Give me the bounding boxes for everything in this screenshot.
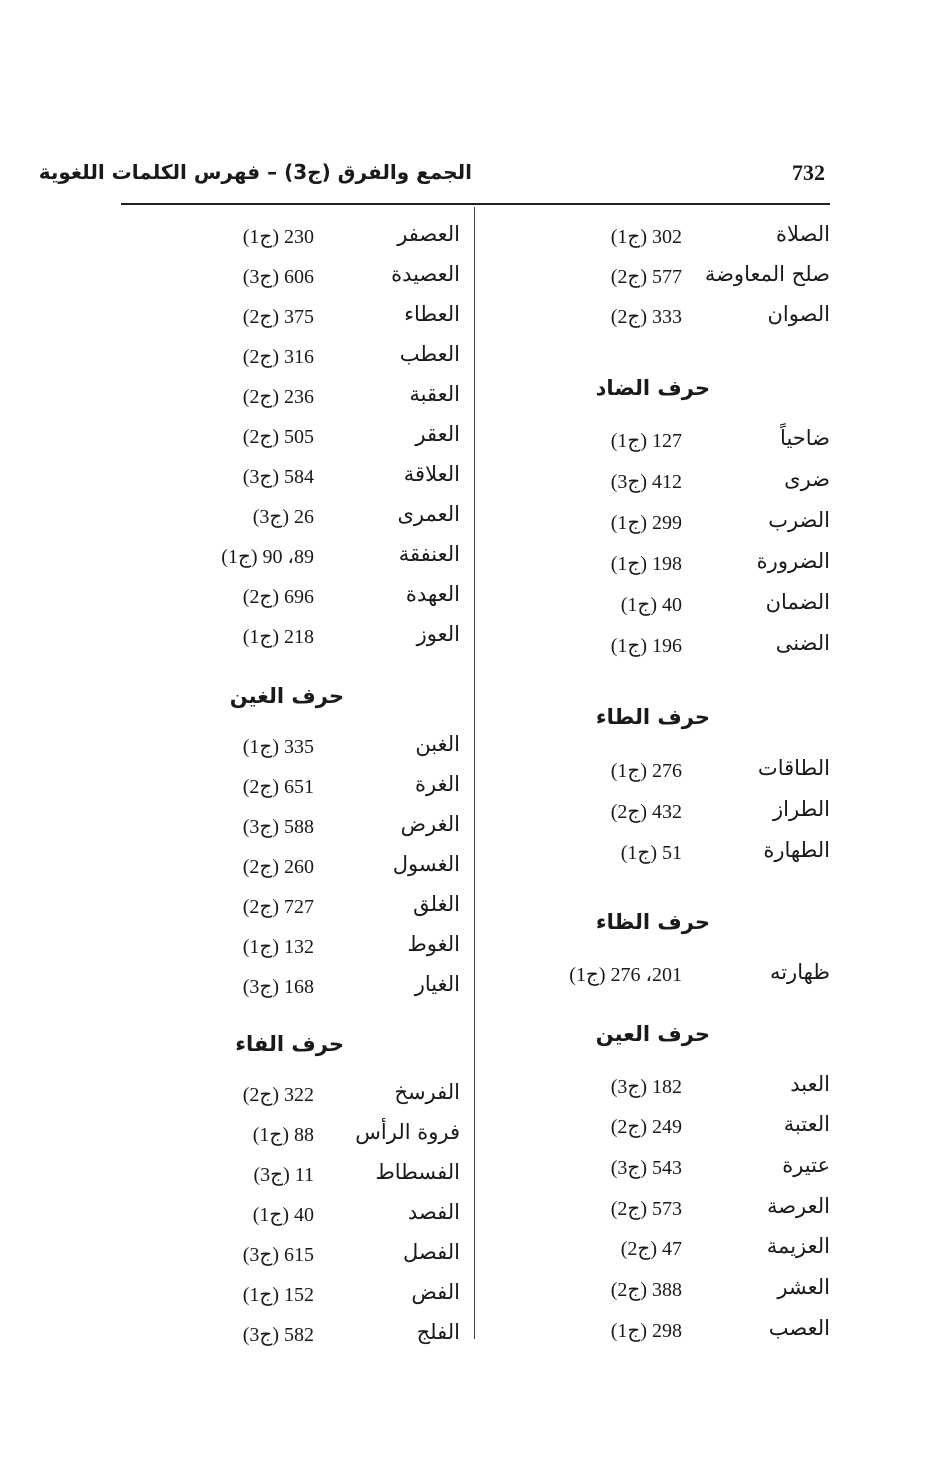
section-heading-fa: حرف الفاء (235, 1032, 344, 1056)
index-entry (490, 1234, 830, 1270)
index-reference: (ج3) 168 (242, 976, 314, 998)
index-word: العقر (415, 422, 460, 446)
index-reference: (ج3) 615 (242, 1244, 314, 1266)
index-reference: (ج2) 696 (242, 586, 314, 608)
index-reference: (ج1) 196 (610, 635, 682, 657)
index-word: العصفر (397, 222, 460, 246)
index-word: الضمان (765, 590, 830, 614)
index-word: الصلاة (776, 222, 830, 246)
index-word: فروة الرأس (355, 1120, 460, 1144)
index-reference: (ج3) 588 (242, 816, 314, 838)
column-divider (474, 207, 475, 1339)
index-word: العمرى (397, 502, 460, 526)
index-entry (490, 549, 830, 585)
index-entry (490, 1194, 830, 1230)
index-word: العهدة (405, 582, 460, 606)
index-entry (120, 262, 460, 298)
index-word: العوز (416, 622, 460, 646)
index-entry (490, 302, 830, 338)
index-word: العرصة (766, 1194, 830, 1218)
index-reference: (ج2) 316 (242, 346, 314, 368)
index-entry (120, 812, 460, 848)
index-entry (490, 1316, 830, 1352)
index-reference: (ج2) 505 (242, 426, 314, 448)
index-entry (490, 756, 830, 792)
index-reference: (ج1) 40 (252, 1204, 314, 1226)
index-entry (120, 1320, 460, 1356)
index-word: الفصد (407, 1200, 460, 1224)
index-entry (120, 622, 460, 658)
index-entry (120, 542, 460, 578)
index-word: الفرسخ (394, 1080, 460, 1104)
index-word: الغلق (413, 892, 460, 916)
index-reference: (ج3) 584 (242, 466, 314, 488)
index-word: الطهارة (763, 838, 830, 862)
index-entry (490, 508, 830, 544)
index-word: الصوان (767, 302, 830, 326)
index-word: العلاقة (403, 462, 460, 486)
section-heading-ghain: حرف الغين (229, 684, 344, 708)
index-word: الضنى (775, 631, 830, 655)
index-entry (490, 1072, 830, 1108)
index-entry (120, 382, 460, 418)
index-word: العبد (790, 1072, 830, 1096)
index-word: العنفقة (398, 542, 460, 566)
index-word: العزيمة (766, 1234, 830, 1258)
index-word: الغسول (392, 852, 460, 876)
index-reference: (ج3) 582 (242, 1324, 314, 1346)
index-reference: (ج1) 298 (610, 1320, 682, 1342)
index-entry (490, 1275, 830, 1311)
index-entry (120, 852, 460, 888)
index-entry (120, 972, 460, 1008)
index-reference: (ج1) 299 (610, 512, 682, 534)
index-reference: (ج1) 335 (242, 736, 314, 758)
index-entry (490, 838, 830, 874)
index-entry (120, 302, 460, 338)
index-entry (120, 582, 460, 618)
index-word: العصب (768, 1316, 830, 1340)
index-reference: (ج2) 236 (242, 386, 314, 408)
index-reference: (ج3) 412 (610, 471, 682, 493)
left-index-column (120, 0, 460, 1477)
index-reference: (ج1) 89، 90 (221, 546, 314, 568)
index-reference: (ج3) 11 (253, 1164, 314, 1186)
index-word: العصيدة (391, 262, 460, 286)
index-word: الفسطاط (375, 1160, 460, 1184)
index-reference: (ج1) 218 (242, 626, 314, 648)
index-reference: (ج1) 127 (610, 430, 682, 452)
index-entry (120, 342, 460, 378)
section-heading-ain: حرف العين (595, 1022, 710, 1046)
index-reference: (ج1) 302 (610, 226, 682, 248)
index-entry (120, 1280, 460, 1316)
index-reference: (ج2) 577 (610, 266, 682, 288)
index-reference: (ج2) 651 (242, 776, 314, 798)
index-entry (120, 932, 460, 968)
index-word: الغرض (400, 812, 460, 836)
index-reference: (ج2) 322 (242, 1084, 314, 1106)
index-word: الفلج (416, 1320, 460, 1344)
index-word: الطراز (772, 797, 830, 821)
index-reference: (ج2) 260 (242, 856, 314, 878)
index-entry (120, 1200, 460, 1236)
index-entry (490, 631, 830, 667)
index-word: الضرب (768, 508, 830, 532)
index-entry (490, 1112, 830, 1148)
index-entry (120, 462, 460, 498)
index-reference: (ج1) 276 (610, 760, 682, 782)
index-word: صلح المعاوضة (704, 262, 830, 286)
index-word: العقبة (409, 382, 460, 406)
index-entry (120, 732, 460, 768)
index-entry (490, 222, 830, 258)
index-reference: (ج2) 375 (242, 306, 314, 328)
index-word: الغرة (415, 772, 460, 796)
index-word: الطاقات (757, 756, 830, 780)
index-entry (120, 772, 460, 808)
running-title: الجمع والفرق (ج3) – فهرس الكلمات اللغوية (38, 160, 472, 184)
index-reference: (ج2) 727 (242, 896, 314, 918)
index-entry (120, 422, 460, 458)
section-heading-za: حرف الظاء (595, 910, 710, 934)
index-reference: (ج3) 606 (242, 266, 314, 288)
index-word: ضاحياً (780, 426, 830, 450)
index-entry (120, 502, 460, 538)
index-word: الغوط (407, 932, 460, 956)
index-reference: (ج1) 198 (610, 553, 682, 575)
index-word: الفض (411, 1280, 460, 1304)
index-entry (490, 797, 830, 833)
index-reference: (ج1) 132 (242, 936, 314, 958)
index-word: العتبة (783, 1112, 830, 1136)
index-entry (490, 467, 830, 503)
index-reference: (ج2) 333 (610, 306, 682, 328)
index-entry (490, 960, 830, 996)
index-word: الغيار (414, 972, 460, 996)
index-reference: (ج3) 543 (610, 1157, 682, 1179)
index-word: عتيرة (782, 1153, 830, 1177)
index-word: الضرورة (756, 549, 830, 573)
index-reference: (ج2) 47 (620, 1238, 682, 1260)
index-reference: (ج1) 51 (620, 842, 682, 864)
index-entry (120, 1240, 460, 1276)
index-entry (490, 1153, 830, 1189)
index-entry (120, 222, 460, 258)
index-word: ظهارته (769, 960, 830, 984)
section-heading-ta: حرف الطاء (595, 705, 710, 729)
index-reference: (ج2) 249 (610, 1116, 682, 1138)
index-word: الغبن (415, 732, 460, 756)
index-word: ضرى (784, 467, 830, 491)
index-reference: (ج1) 201، 276 (569, 964, 682, 986)
index-entry (120, 1160, 460, 1196)
section-heading-dad: حرف الضاد (595, 376, 710, 400)
index-word: العطب (399, 342, 460, 366)
index-reference: (ج1) 40 (620, 594, 682, 616)
index-entry (120, 1120, 460, 1156)
index-reference: (ج3) 26 (252, 506, 314, 528)
index-word: الفصل (403, 1240, 460, 1264)
index-reference: (ج2) 432 (610, 801, 682, 823)
index-reference: (ج1) 152 (242, 1284, 314, 1306)
index-reference: (ج3) 182 (610, 1076, 682, 1098)
index-reference: (ج2) 573 (610, 1198, 682, 1220)
index-entry (490, 590, 830, 626)
index-word: العطاء (404, 302, 460, 326)
right-index-column (490, 0, 830, 1477)
index-entry (120, 1080, 460, 1116)
index-entry (490, 262, 830, 298)
index-reference: (ج2) 388 (610, 1279, 682, 1301)
index-reference: (ج1) 230 (242, 226, 314, 248)
page-number: 732 (792, 160, 825, 185)
index-reference: (ج1) 88 (252, 1124, 314, 1146)
index-word: العشر (777, 1275, 830, 1299)
index-entry (490, 426, 830, 462)
index-entry (120, 892, 460, 928)
